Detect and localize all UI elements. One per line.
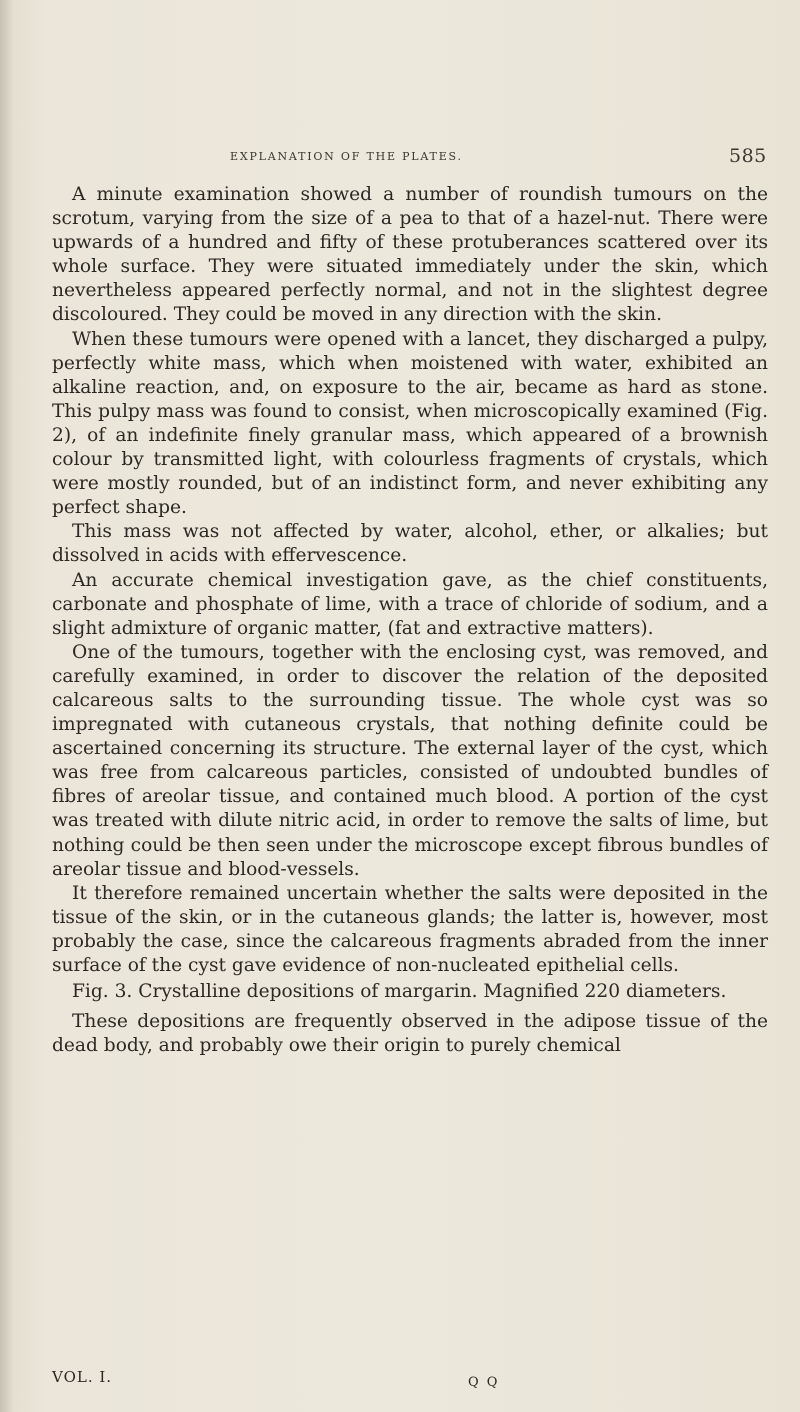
running-head: EXPLANATION OF THE PLATES.: [230, 150, 463, 163]
paragraph: An accurate chemical investigation gave, as the chief constituents, carbonate and phosphate of lime, with a trace of chloride of sodium, and a slight admixture of organic matter, (fat and extractive matters).: [52, 569, 768, 639]
gutter-shadow: [0, 0, 14, 1412]
paragraph: One of the tumours, together with the enclosing cyst, was removed, and carefully examined, in order to discover the relation of the deposited calcareous salts to the surrounding tissue. The whole cyst was so impregnated with cutaneous crystals, that nothing definite could be ascertained concerning its structure. The external layer of the cyst, which was free from calcareous particles, consisted of undoubted bundles of fibres of areolar tissue, and contained much blood. A portion of the cyst was treated with dilute nitric acid, in order to remove the salts of lime, but nothing could be then seen under the microscope except fibrous bundles of areolar tissue and blood-vessels.: [52, 641, 768, 880]
page-number: 585: [729, 145, 767, 167]
paragraph: A minute examination showed a number of roundish tumours on the scrotum, varying from the size of a pea to that of a hazel-nut. There were upwards of a hundred and fifty of these protuberances scattered over its whole surface. They were situated immediately under the skin, which nevertheless appeared perfectly normal, and not in the slightest degree discoloured. They could be moved in any direction with the skin.: [52, 184, 768, 326]
paragraph: When these tumours were opened with a lancet, they discharged a pulpy, perfectly white mass, which when moistened with water, exhibited an alkaline reaction, and, on exposure to the air, became as hard as stone. This pulpy mass was found to consist, when microscopically examined (Fig. 2), of an indefinite finely granular mass, which appeared of a brownish colour by transmitted light, with colourless fragments of crystals, which were mostly rounded, but of an indistinct form, and never exhibiting any perfect shape.: [52, 328, 768, 519]
figure-caption: Fig. 3. Crystalline depositions of margarin. Magnified 220 diameters.: [72, 981, 727, 1003]
paragraph: It therefore remained uncertain whether the salts were deposited in the tissue of the skin, or in the cutaneous glands; the latter is, however, most probably the case, since the calcareous fragments abraded from the inner surface of the cyst gave evidence of non-nucleated epithelial cells.: [52, 882, 768, 976]
signature-mark: Q Q: [468, 1375, 500, 1390]
volume-label: VOL. I.: [52, 1368, 113, 1386]
paragraph: This mass was not affected by water, alcohol, ether, or alkalies; but dissolved in acids with effervescence.: [52, 521, 768, 567]
body-text: [52, 183, 768, 1058]
page-footer: [52, 1368, 768, 1398]
closing-paragraph: These depositions are frequently observed in the adipose tissue of the dead body, and probably owe their origin to purely chemical: [52, 1011, 768, 1057]
